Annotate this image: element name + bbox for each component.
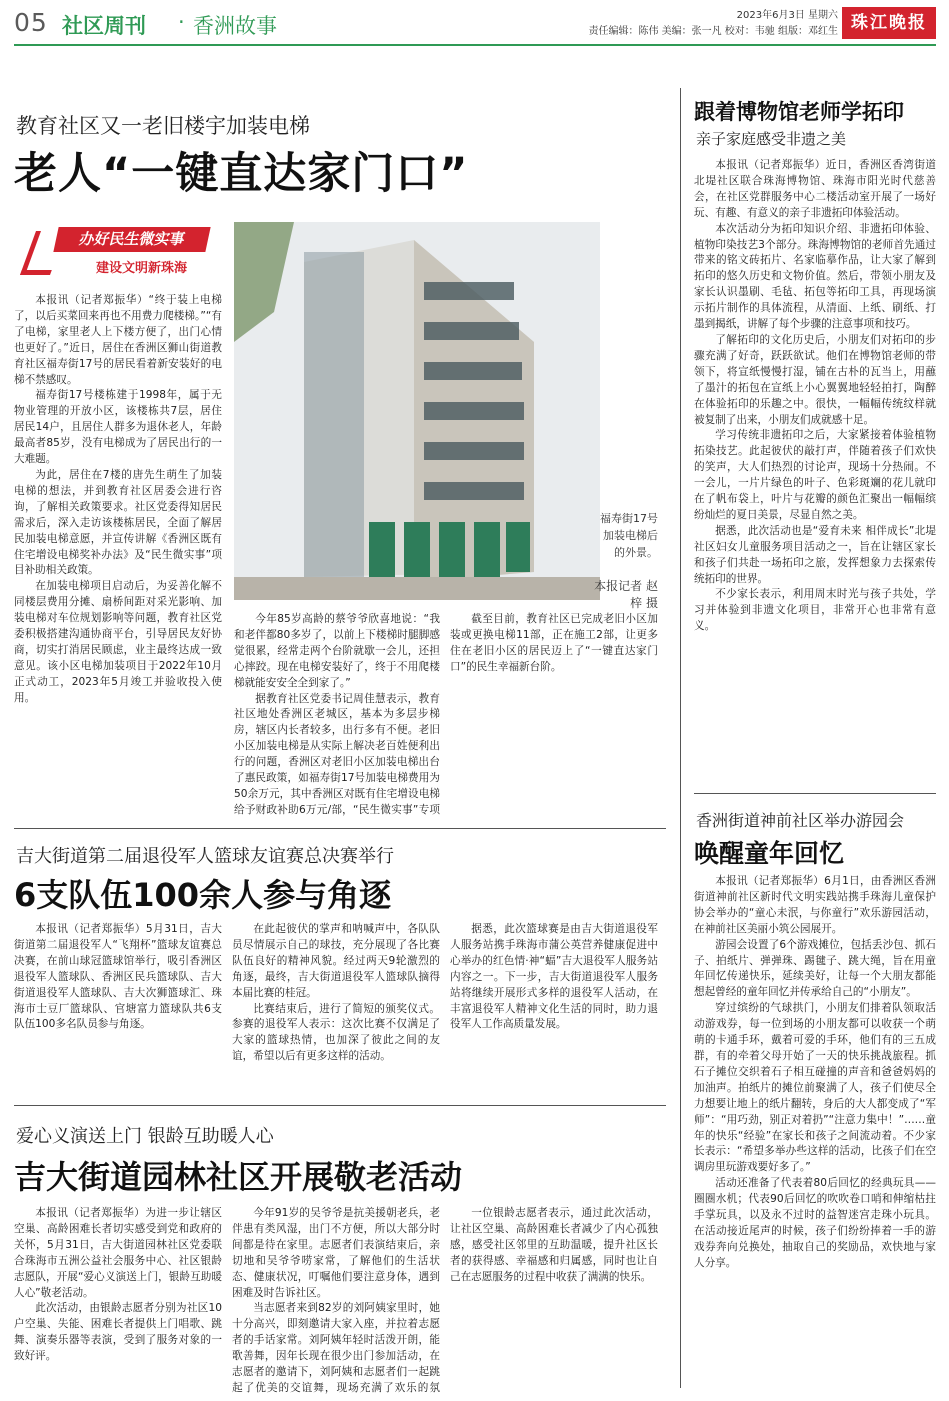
museum-headline: 跟着博物馆老师学拓印 (694, 100, 904, 124)
basketball-headline: 6支队伍100余人参与角逐 (14, 876, 392, 914)
story-divider (694, 793, 936, 794)
campaign-badge (14, 225, 224, 281)
fair-body (694, 874, 936, 1392)
paragraph: 今年91岁的吴爷爷是抗美援朝老兵，老伴患有类风湿，出门不方便，所以大部分时间都是待在家里。志愿者们表演结束后，亲切地和吴爷爷唠家常，了解他们的生活状态、健康状况，叮嘱他们要注意身体，遇到困难及时告诉社区。 (232, 1207, 440, 1299)
lead-col-2 (234, 612, 440, 817)
paragraph: 在此起彼伏的掌声和呐喊声中，各队队员尽情展示自己的球技，充分展现了各比赛队伍良好的精神风貌。经过两天9轮激烈的角逐，最终，吉大街道退役军人篮球队摘得本届比赛的桂冠。 (232, 923, 440, 999)
lead-kicker: 教育社区又一老旧楼宇加装电梯 (16, 114, 310, 138)
badge-sub: 建设文明新珠海 (96, 261, 188, 276)
photo-caption: 福寿街17号加装电梯后的外景。 (600, 512, 658, 559)
paragraph: 本报讯（记者郑振华）“终于装上电梯了，以后买菜回来再也不用费力爬楼梯。”“有了电梯，家里老人上下楼方便了，出门心情也更好了。”近日，居住在香洲区狮山街道教育社区福寿街17号的居民看着新安装好的电梯不禁感叹。 (14, 294, 222, 386)
paragraph: 据教育社区党委书记周佳慧表示，教育社区地处香洲区老城区，基本为多层步梯房，辖区内长者较多，出行多有不便。老旧小区加装电梯是从实际上解决老百姓便利出行的问题，香洲区对老旧小区加装电梯出台了惠民政策，如福寿街17号加装电梯费用为50余万元，其中香洲区对既有住宅增设电梯给予财政补助6万元/部，“民生微实事”专项 (234, 692, 440, 816)
column-divider (680, 88, 681, 1388)
paragraph: 本报讯（记者郑振华）为进一步让辖区空巢、高龄困难长者切实感受到党和政府的关怀，5月31日，吉大街道园林社区党委联合珠海市五洲公益社会服务中心、社区银龄志愿队，开展“爱心义演送上门，银龄互助暖人心”敬老活动。 (14, 1207, 222, 1299)
section-name: 社区周刊 (62, 14, 146, 38)
lead-col-1 (14, 293, 222, 813)
paragraph: 学习传统非遗拓印之后，大家紧接着体验植物拓染技艺。此起彼伏的敲打声，伴随着孩子们欢快的笑声，大人们热烈的讨论声，现场十分热闹。不一会儿，一片片绿色的叶子、色彩斑斓的花儿就印在了帆布袋上，叶片与花瓣的颜色汇聚出一幅幅缤纷灿烂的夏日美景，尽显自然之美。 (694, 429, 936, 521)
paragraph: 当志愿者来到82岁的刘阿姨家里时，她十分高兴，即刻邀请大家入座，并拉着志愿者的手话家常。刘阿姨年轻时活泼开朗，能歌善舞，因年长现在很少出门参加活动，在志愿者的邀请下，刘阿姨和志愿者们一起跳起了优美的交谊舞，现场充满了欢乐的氛 (232, 1302, 440, 1394)
basketball-col-3 (450, 922, 658, 1096)
museum-body (694, 158, 936, 782)
paragraph: 本报讯（记者郑振华）6月1日，由香洲区香洲街道神前社区新时代文明实践站携手珠海儿童保护协会举办的“童心未泯，与你童行”欢乐游园活动，在神前社区美丽小筑公园展开。 (694, 875, 936, 935)
elderly-col-2 (232, 1206, 440, 1394)
fair-headline: 唤醒童年回忆 (694, 839, 845, 868)
editor-credits: 责任编辑：陈伟 美编：张一凡 校对：韦驰 组版：邓红生 (588, 26, 838, 37)
page-number: 05 (14, 8, 48, 37)
paragraph: 本次活动分为拓印知识介绍、非遗拓印体验、植物印染技艺3个部分。珠海博物馆的老师首先通过带来的铭文砖拓片、名家临摹作品，让大家了解到拓印的悠久历史和文物价值。然后，带领小朋友及家长认识墨刷、毛毡、拓包等拓印工具，再现场演示拓片制作的具体流程，从清面、上纸、刷纸、打墨到揭纸，讲解了每个步骤的注意事项和技巧。 (694, 222, 936, 331)
paragraph: 本报讯（记者郑振华）5月31日，吉大街道第二届退役军人“飞翔杯”篮球友谊赛总决赛，在前山球冠篮球馆举行，吸引香洲区退役军人篮球队、香洲区民兵篮球队、吉大街道退役军人篮球队、吉大次狮篮球汇、珠海市士豆厂篮球队、官塘富力篮球队共6支队伍100多名队员参与角逐。 (14, 923, 222, 1031)
paragraph: 据悉，此次活动也是“爱育未来 相伴成长”北堤社区妇女儿童服务项目活动之一，旨在让辖区家长和孩子们共赴一场拓印之旅，发挥想象力去探索传统拓印的世界。 (694, 524, 936, 585)
story-divider (14, 828, 666, 829)
elderly-col-3 (450, 1206, 658, 1394)
building-photo (234, 222, 600, 600)
paragraph: 本报讯（记者郑振华）近日，香洲区香湾街道北堤社区联合珠海博物馆、珠海市阳光时代慈善会，在社区党群服务中心二楼活动室开展了一场好玩、有趣、有意义的亲子非遗拓印体验活动。 (694, 159, 936, 219)
paragraph: 一位银龄志愿者表示，通过此次活动，让社区空巢、高龄困难长者减少了内心孤独感，感受社区邻里的互助温暖，提升社区长者的获得感、幸福感和归属感，同时也让自己在志愿服务的过程中收获了满满的快乐。 (450, 1207, 658, 1283)
elderly-headline: 吉大街道园林社区开展敬老活动 (14, 1158, 463, 1196)
paragraph: 不少家长表示，利用周末时光与孩子共处，学习并体验到非遗文化项目，非常开心也非常有意义。 (694, 588, 936, 633)
basketball-col-1 (14, 922, 222, 1096)
paragraph: 据悉，此次篮球赛是由吉大街道退役军人服务站携手珠海市蒲公英营养健康促进中心举办的红色情·神“蝠”吉大退役军人服务站内容之一。下一步，吉大街道退役军人服务站将继续开展形式多样的退役军人活动，在丰富退役军人精神文化生活的同时，助力退役军人工作高质量发展。 (450, 923, 658, 1031)
building-illustration (234, 222, 600, 600)
issue-date: 2023年6月3日 星期六 (736, 10, 838, 21)
badge-main: 办好民生微实事 (53, 227, 210, 252)
lead-headline: 老人“一键直达家门口” (14, 149, 469, 199)
paragraph: 此次活动，由银龄志愿者分别为社区10户空巢、失能、困难长者提供上门唱歌、跳舞、演奏乐器等表演，受到了服务对象的一致好评。 (14, 1302, 222, 1363)
newspaper-logo: 珠江晚报 (842, 7, 936, 39)
paragraph: 福寿街17号楼栋建于1998年，属于无物业管理的开放小区，该楼栋共7层，居住居民14户，且居住人群多为退休老人，年龄最高者85岁，没有电梯成为了居民出行的一大难题。 (14, 389, 222, 466)
paragraph: 了解拓印的文化历史后，小朋友们对拓印的步骤充满了好奇，跃跃欲试。他们在博物馆老师的带领下，将宣纸慢慢打湿，铺在古朴的瓦当上，用蘸了墨汁的拓包在宣纸上小心翼翼地轻轻拍打，陶醉在体验拓印的乐趣之中。很快，一幅幅传统纹样就被复制了出来，小朋友们成就感十足。 (694, 333, 936, 426)
paragraph: 截至目前，教育社区已完成老旧小区加装或更换电梯11部，正在施工2部，让更多住在老旧小区的居民迈上了“一键直达家门口”的民生幸福新台阶。 (450, 613, 658, 673)
elderly-col-1 (14, 1206, 222, 1394)
basketball-kicker: 吉大街道第二届退役军人篮球友谊赛总决赛举行 (16, 846, 394, 867)
paragraph: 为此，居住在7楼的唐先生萌生了加装电梯的想法，并到教育社区居委会进行咨询，了解相关政策要求。社区党委得知居民需求后，深入走访该楼栋居民，全面了解居民加装电梯意愿，并宣传讲解《香洲区既有住宅增设电梯奖补办法》及“民生微实事”项目补助相关政策。 (14, 468, 222, 577)
paragraph: 游园会设置了6个游戏摊位，包括丢沙包、抓石子、拍纸片、弹弹珠、踢毽子、跳大绳，旨在用童年回忆传递快乐，延续美好，让每一个大朋友都能想起曾经的童年回忆并传承给自己的“小朋友”。 (694, 938, 936, 999)
photo-credit: 本报记者 赵梓 摄 (594, 579, 658, 610)
masthead-rule (14, 44, 936, 46)
paragraph: 比赛结束后，进行了简短的颁奖仪式。参赛的退役军人表示：这次比赛不仅满足了大家的篮球热情，也加深了彼此之间的友谊，希望以后有更多这样的活动。 (232, 1002, 440, 1063)
subsection-name: 香洲故事 (193, 14, 277, 38)
paragraph: 活动还准备了代表着80后回忆的经典玩具——圈圈水机；代表90后回忆的吹吹卷口哨和伸缩枯拄手掌玩具，以及永不过时的益智迷宫走珠小玩具。在活动接近尾声的时候，孩子们纷纷捧着一手的游戏券奔向兑换处，抽取自己的奖励品，欢快地与家人分享。 (694, 1177, 936, 1269)
elderly-kicker: 爱心义演送上门 银龄互助暖人心 (16, 1126, 274, 1147)
museum-subhead: 亲子家庭感受非遗之美 (696, 130, 847, 148)
section-separator: · (178, 10, 185, 34)
basketball-col-2 (232, 922, 440, 1096)
lead-col-3 (450, 612, 658, 817)
paragraph: 在加装电梯项目启动后，为妥善化解不同楼层费用分摊、扇桥间距对采光影响、加装电梯对车位规划影响等问题，教育社区党委积极搭建沟通协商平台，引导居民友好协商，切实打消居民顾虑，业主最终达成一致意见。该小区电梯加装项目于2022年10月正式动工，2023年5月竣工并验收投入使用。 (14, 580, 222, 704)
paragraph: 今年85岁高龄的蔡爷爷欣喜地说：“我和老伴都80多岁了，以前上下楼梯时腿脚感觉很累，经常走两个台阶就歇一会儿，还担心摔跤。现在电梯安装好了，终于不用爬楼梯就能安安全全到家了。” (234, 613, 440, 689)
story-divider (14, 1105, 666, 1106)
paragraph: 穿过缤纷的气球拱门，小朋友们排着队领取活动游戏券，每一位到场的小朋友都可以收获一个萌萌的卡通手环，戴着可爱的手环，他们有的三五成群，有的牵着父母开始了一天的快乐挑战旅程。抓石子摊位交织着石子相互碰撞的声音和爸爸妈妈的加油声。拍纸片的摊位前聚满了人，孩子们使尽全力想要让地上的纸片翻转，身后的大人都变成了“军师”：“用巧劲，别正对着扔”“注意力集中！”……童年的快乐“经验”在家长和孩子之间流动着。不少家长表示：“希望多举办些这样的活动，比孩子们在空调房里玩游戏要好多了。” (694, 1002, 936, 1174)
fair-kicker: 香洲街道神前社区举办游园会 (696, 811, 905, 830)
